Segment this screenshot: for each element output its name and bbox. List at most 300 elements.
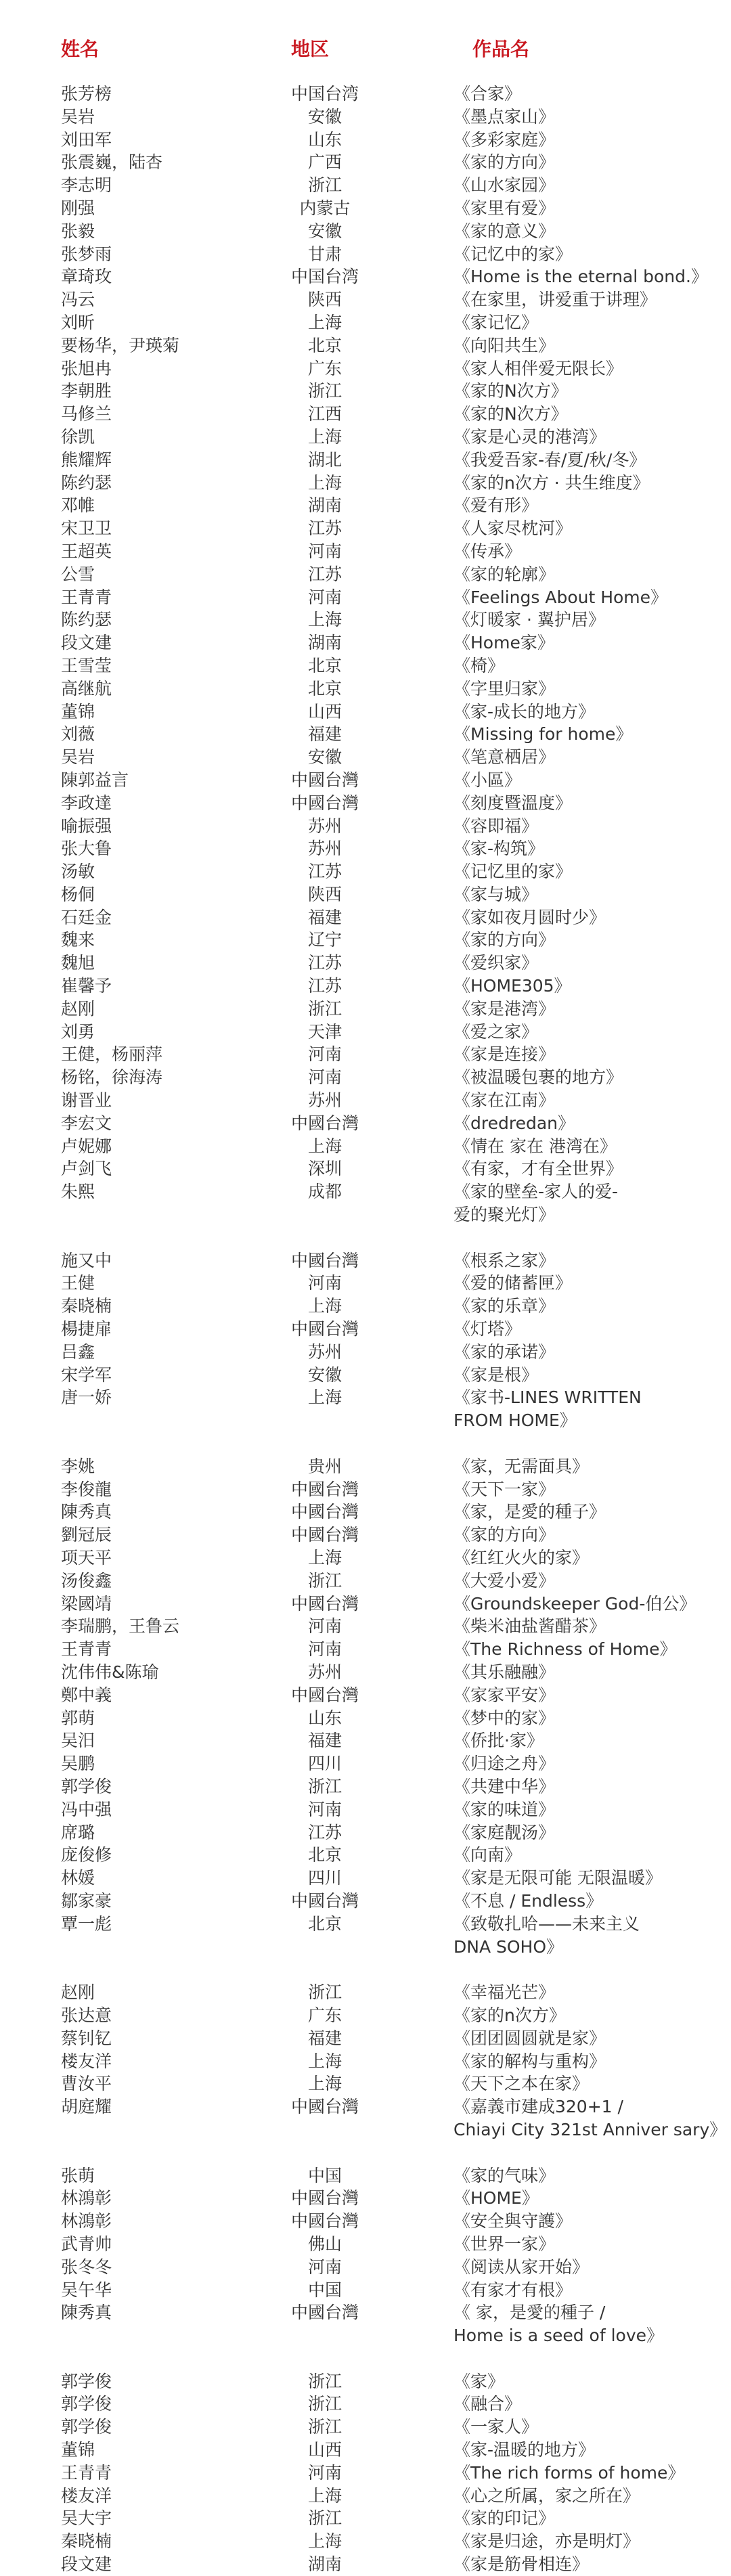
work-title: 《家记忆》 [453,312,539,332]
table-row [0,952,731,975]
work-title: 《有家，才有全世界》 [453,1159,623,1179]
entrant-name: 喻振强 [61,816,112,836]
entrant-region: 河南 [307,1616,342,1637]
table-row [0,403,731,426]
entrant-region: 湖南 [307,495,342,516]
entrant-name: 段文建 [61,633,112,653]
table-row [0,472,731,495]
entrant-name: 杨铭，徐海涛 [61,1067,163,1088]
table-row [0,2210,731,2233]
entrant-region: 中國台灣 [290,2188,359,2208]
entrant-name: 邓帷 [61,495,95,516]
entrant-region: 浙江 [307,2417,342,2437]
entrant-region: 安徽 [307,747,342,768]
table-row [0,746,731,769]
entrant-region: 浙江 [307,2508,342,2529]
entrant-name: 赵刚 [61,1982,95,2003]
work-title: 《家书-LINES WRITTEN FROM HOME》 [453,1387,642,1431]
work-title: 《天下一家》 [453,1479,556,1499]
entrant-region: 北京 [307,1913,342,1934]
table-row [0,1547,731,1570]
table-row [0,1867,731,1890]
table-row [0,975,731,998]
entrant-name: 李朝胜 [61,381,112,401]
work-title: 《容即福》 [453,816,539,836]
entrant-name: 卢剑飞 [61,1159,112,1179]
table-row [0,1615,731,1638]
table-row [0,1318,731,1341]
table-row [0,1798,731,1821]
entrant-name: 庞俊修 [61,1845,112,1865]
work-title: 《安全與守護》 [453,2211,573,2231]
table-row [0,1661,731,1684]
entrant-region: 浙江 [307,1982,342,2003]
table-row [0,1043,731,1066]
entrant-name: 吴汨 [61,1731,95,1751]
entrant-region: 中國台灣 [290,770,359,790]
entrant-region: 浙江 [307,998,342,1019]
work-title: 《家-构筑》 [453,839,545,859]
entrant-region: 江苏 [307,953,342,973]
work-title: 《家庭靓汤》 [453,1822,556,1842]
work-title: 《其乐融融》 [453,1662,556,1682]
entrant-region: 浙江 [307,2371,342,2391]
entrant-name: 张旭冉 [61,358,112,378]
entrant-name: 郭学俊 [61,2371,112,2391]
table-row [0,449,731,472]
work-title: 《合家》 [453,84,522,104]
table-row [0,357,731,380]
entrant-region: 山西 [307,2440,342,2460]
work-title: 《HOME》 [453,2188,539,2208]
entrant-region: 中國台灣 [290,1113,359,1133]
entrant-region: 中國台灣 [290,2211,359,2231]
table-row [0,2416,731,2439]
work-title: 《家是根》 [453,1364,539,1385]
entrant-name: 唐一娇 [61,1387,112,1408]
table-row [0,815,731,838]
entrant-region: 中国 [307,2280,342,2300]
table-row [0,1684,731,1707]
entrant-region: 河南 [307,1799,342,1819]
work-title: 《家的解构与重构》 [453,2051,606,2071]
entrant-name: 赵刚 [61,998,95,1019]
entrant-name: 汤俊鑫 [61,1570,112,1591]
entrant-region: 江苏 [307,1822,342,1842]
entrant-region: 中国 [307,2165,342,2185]
work-title: 《The rich forms of home》 [453,2462,685,2483]
table-row [0,608,731,631]
entrant-region: 上海 [307,426,342,447]
entrant-name: 董锦 [61,2440,95,2460]
entrant-region: 江苏 [307,518,342,539]
table-row [0,220,731,243]
entrant-region: 浙江 [307,175,342,196]
entrant-name: 杨侗 [61,884,95,904]
table-row [0,494,731,517]
entrant-region: 陕西 [307,290,342,310]
work-title: 《有家才有根》 [453,2280,573,2300]
entrant-region: 中國台灣 [290,1525,359,1545]
entrant-region: 内蒙古 [299,198,351,218]
entrant-region: 浙江 [307,381,342,401]
table-row [0,678,731,701]
entrant-name: 沈伟伟&陈瑜 [61,1662,159,1682]
table-row [0,2233,731,2256]
table-row [0,1775,731,1798]
entrant-name: 汤敏 [61,862,95,882]
work-title: 《家的印记》 [453,2508,556,2529]
entrant-region: 福建 [307,1731,342,1751]
table-row [0,2027,731,2050]
entrant-region: 河南 [307,1639,342,1660]
work-title: 《致敬扎哈——未来主义 DNA SOHO》 [453,1913,640,1957]
table-row [0,883,731,906]
work-title: 《小區》 [453,770,522,790]
entrant-region: 苏州 [307,839,342,859]
table-row [0,929,731,952]
entrant-region: 中國台灣 [290,1250,359,1270]
entrant-region: 山西 [307,701,342,721]
entrant-region: 上海 [307,2074,342,2094]
entrant-region: 山东 [307,129,342,150]
work-title: 《家人相伴爱无限长》 [453,358,623,378]
work-title: 《家在江南》 [453,1090,556,1111]
table-row [0,1729,731,1752]
entrant-name: 刚强 [61,198,95,218]
entrant-name: 胡庭耀 [61,2097,112,2117]
entrant-region: 上海 [307,1387,342,1408]
entrant-name: 冯云 [61,290,95,310]
table-row [0,1821,731,1844]
entrant-name: 林媛 [61,1868,95,1888]
work-title: 《记忆里的家》 [453,862,573,882]
table-row [0,197,731,220]
entrant-region: 上海 [307,1296,342,1316]
entrant-region: 中國台灣 [290,1502,359,1522]
entrant-name: 秦晓楠 [61,1296,112,1316]
entrant-name: 吕鑫 [61,1341,95,1362]
entrant-region: 辽宁 [307,930,342,950]
entrant-name: 李瑞鹏，王鲁云 [61,1616,180,1637]
column-header-work: 作品名 [472,38,530,60]
table-row [0,563,731,586]
entrant-region: 广东 [307,2005,342,2025]
work-title: 《字里归家》 [453,678,556,698]
entrant-name: 熊耀辉 [61,449,112,470]
entrant-name: 高继航 [61,678,112,698]
entrant-name: 董锦 [61,701,95,721]
entrant-name: 王健 [61,1273,95,1293]
work-title: 《家的味道》 [453,1799,556,1819]
entrant-name: 魏旭 [61,953,95,973]
table-row [0,1593,731,1616]
table-row [0,1981,731,2004]
entrant-name: 张萌 [61,2165,95,2185]
entrant-name: 李志明 [61,175,112,196]
entrant-region: 河南 [307,541,342,561]
work-title: 《Groundskeeper God-伯公》 [453,1593,696,1614]
work-title: 《HOME305》 [453,976,571,996]
work-title: 《家是心灵的港湾》 [453,426,606,447]
work-title: 《家与城》 [453,884,539,904]
work-title: 《刻度暨溫度》 [453,793,573,813]
entrant-region: 中國台灣 [290,1479,359,1499]
work-title: 《天下之本在家》 [453,2074,590,2094]
entrant-region: 湖南 [307,633,342,653]
entrant-region: 四川 [307,1754,342,1774]
table-row [0,1135,731,1158]
entrant-region: 福建 [307,2028,342,2048]
entrant-region: 成都 [307,1182,342,1202]
entrant-name: 刘昕 [61,312,95,332]
work-title: 《Missing for home》 [453,724,633,745]
entrant-name: 要杨华，尹瑛菊 [61,335,180,355]
work-title: 《dredredan》 [453,1113,575,1133]
entrant-region: 甘肃 [307,244,342,264]
entrant-name: 马修兰 [61,404,112,424]
entrant-name: 郭学俊 [61,1776,112,1796]
entrant-region: 广西 [307,152,342,173]
work-title: 《家是连接》 [453,1044,556,1065]
work-title: 《融合》 [453,2394,522,2414]
entrant-name: 卢妮娜 [61,1136,112,1156]
entrant-name: 张震巍，陆杏 [61,152,163,173]
entrant-region: 中國台灣 [290,1685,359,1705]
work-title: 《团团圆圆就是家》 [453,2028,606,2048]
work-title: 《柴米油盐酱醋茶》 [453,1616,606,1637]
entrant-name: 石廷金 [61,907,112,927]
table-row [0,2072,731,2095]
work-title: 《家家平安》 [453,1685,556,1705]
work-title: 《家的方向》 [453,152,556,173]
entrant-region: 上海 [307,2051,342,2071]
entrant-name: 吴大宇 [61,2508,112,2529]
entrant-region: 安徽 [307,1364,342,1385]
entrant-name: 林鴻彰 [61,2211,112,2231]
entrant-name: 鄭中義 [61,1685,112,1705]
table-row [0,288,731,311]
table-row [0,860,731,883]
entrant-region: 北京 [307,1845,342,1865]
entrant-region: 上海 [307,1548,342,1568]
table-row [0,701,731,724]
work-title: 《家的N次方》 [453,404,568,424]
work-title: 《Home is the eternal bond.》 [453,267,708,287]
entrant-name: 刘勇 [61,1021,95,1042]
table-row [0,1364,731,1387]
entrant-name: 徐凯 [61,426,95,447]
work-title: 《传承》 [453,541,522,561]
entrant-name: 李俊龍 [61,1479,112,1499]
table-row [0,1180,731,1249]
entrant-name: 秦晓楠 [61,2531,112,2552]
work-title: 《一家人》 [453,2417,539,2437]
work-title: 《家里有爱》 [453,198,556,218]
entrant-region: 贵州 [307,1456,342,1476]
entrant-name: 魏来 [61,930,95,950]
entrant-region: 河南 [307,1067,342,1088]
table-row [0,1157,731,1180]
table-row [0,2187,731,2210]
entrant-name: 蔡钊钇 [61,2028,112,2048]
work-title: 《心之所属，家之所在》 [453,2485,640,2506]
table-row [0,1272,731,1295]
entrant-region: 湖南 [307,2554,342,2575]
entrant-region: 江苏 [307,976,342,996]
entrant-name: 吴鹏 [61,1754,95,1774]
work-title: 《The Richness of Home》 [453,1639,677,1660]
work-title: 《梦中的家》 [453,1708,556,1728]
work-title: 《家的气味》 [453,2165,556,2185]
table-row [0,2485,731,2508]
work-title: 《山水家园》 [453,175,556,196]
entrant-name: 吴岩 [61,106,95,127]
entrant-region: 北京 [307,335,342,355]
entrant-region: 四川 [307,1868,342,1888]
table-row [0,1913,731,1981]
work-title: 《灯塔》 [453,1319,522,1339]
entrant-region: 上海 [307,2485,342,2506]
table-row [0,265,731,288]
entrant-region: 河南 [307,587,342,607]
entrant-name: 刘田军 [61,129,112,150]
entrant-name: 宋学军 [61,1364,112,1385]
table-row [0,106,731,129]
work-title: 《嘉義市建成320+1 / Chiayi City 321st Anniver sary》 [453,2097,727,2139]
table-row [0,769,731,792]
work-title: 《阅读从家开始》 [453,2257,590,2277]
table-row [0,334,731,357]
work-title: 《家，是愛的種子》 [453,1502,606,1522]
entrant-region: 陕西 [307,884,342,904]
entrant-name: 陳秀真 [61,1502,112,1522]
work-title: 《人家尽枕河》 [453,518,573,539]
work-title: 《爱之家》 [453,1021,539,1042]
entrant-name: 曹汝平 [61,2074,112,2094]
table-row [0,380,731,403]
entrant-name: 冯中强 [61,1799,112,1819]
entrant-name: 王青青 [61,2462,112,2483]
table-row [0,83,731,106]
work-title: 《椅》 [453,655,505,675]
entrant-region: 中國台灣 [290,793,359,813]
entrant-region: 北京 [307,655,342,675]
entrant-name: 吴岩 [61,747,95,768]
work-title: 《Feelings About Home》 [453,587,668,607]
entrant-name: 张达意 [61,2005,112,2025]
work-title: 《笔意栖居》 [453,747,556,768]
work-title: 《爱的储蓄匣》 [453,1273,573,1293]
entrant-name: 王健，杨丽萍 [61,1044,163,1065]
entrant-region: 上海 [307,610,342,630]
work-title: 《家的轮廓》 [453,564,556,584]
work-title: 《幸福光芒》 [453,1982,556,2003]
entrant-region: 浙江 [307,1776,342,1796]
work-title: 《家的方向》 [453,1525,556,1545]
entrant-name: 王雪莹 [61,655,112,675]
table-row [0,2507,731,2530]
entrant-name: 楼友洋 [61,2485,112,2506]
entrant-name: 崔馨予 [61,976,112,996]
entrant-name: 王青青 [61,1639,112,1660]
work-title: 《向南》 [453,1845,522,1865]
table-row [0,1455,731,1478]
table-row [0,2050,731,2073]
work-title: 《爱织家》 [453,953,539,973]
work-title: 《在家里，讲爱重于讲理》 [453,290,657,310]
entrant-region: 中国台湾 [290,267,359,287]
table-row [0,2530,731,2553]
table-row [0,1249,731,1272]
table-row [0,586,731,609]
entrant-name: 张冬冬 [61,2257,112,2277]
work-title: 《家的N次方》 [453,381,568,401]
entrant-region: 安徽 [307,221,342,241]
entrant-region: 中國台灣 [290,2097,359,2117]
entrant-region: 江西 [307,404,342,424]
work-title: 《情在 家在 港湾在》 [453,1136,617,1156]
table-row [0,654,731,678]
table-row [0,998,731,1021]
table-row [0,1844,731,1867]
entrant-name: 武青帅 [61,2234,112,2254]
table-row [0,426,731,449]
entrant-region: 福建 [307,724,342,745]
table-row [0,1501,731,1524]
table-row [0,1066,731,1089]
table-row [0,2301,731,2370]
entrant-name: 李政達 [61,793,112,813]
entrant-name: 陳秀真 [61,2303,112,2323]
table-row [0,540,731,563]
entrant-name: 王超英 [61,541,112,561]
work-title: 《大爱小爱》 [453,1570,556,1591]
entrant-region: 上海 [307,1136,342,1156]
entrant-region: 天津 [307,1021,342,1042]
table-row [0,1478,731,1501]
work-title: 《记忆中的家》 [453,244,573,264]
entrant-name: 鄒家豪 [61,1890,112,1911]
entrant-region: 佛山 [307,2234,342,2254]
work-title: 《 家，是愛的種子 / Home is a seed of love》 [453,2303,664,2346]
entrant-name: 项天平 [61,1548,112,1568]
table-row [0,1386,731,1454]
table-row [0,1570,731,1593]
table-row [0,2164,731,2188]
table-row [0,1707,731,1730]
entrant-region: 苏州 [307,816,342,836]
work-title: 《家是港湾》 [453,998,556,1019]
table-row [0,1524,731,1547]
table-row [0,2095,731,2164]
entrant-region: 河南 [307,2462,342,2483]
entrant-name: 宋卫卫 [61,518,112,539]
entrant-name: 郭萌 [61,1708,95,1728]
entrant-name: 公雪 [61,564,95,584]
table-row [0,243,731,266]
work-title: 《家》 [453,2371,505,2391]
entrant-name: 陈约瑟 [61,472,112,493]
entrant-name: 刘薇 [61,724,95,745]
table-row [0,2256,731,2279]
work-title: 《Home家》 [453,633,554,653]
entrant-name: 段文建 [61,2554,112,2575]
entrant-region: 广东 [307,358,342,378]
work-title: 《家的乐章》 [453,1296,556,1316]
table-row [0,1112,731,1135]
work-title: 《向阳共生》 [453,335,556,355]
